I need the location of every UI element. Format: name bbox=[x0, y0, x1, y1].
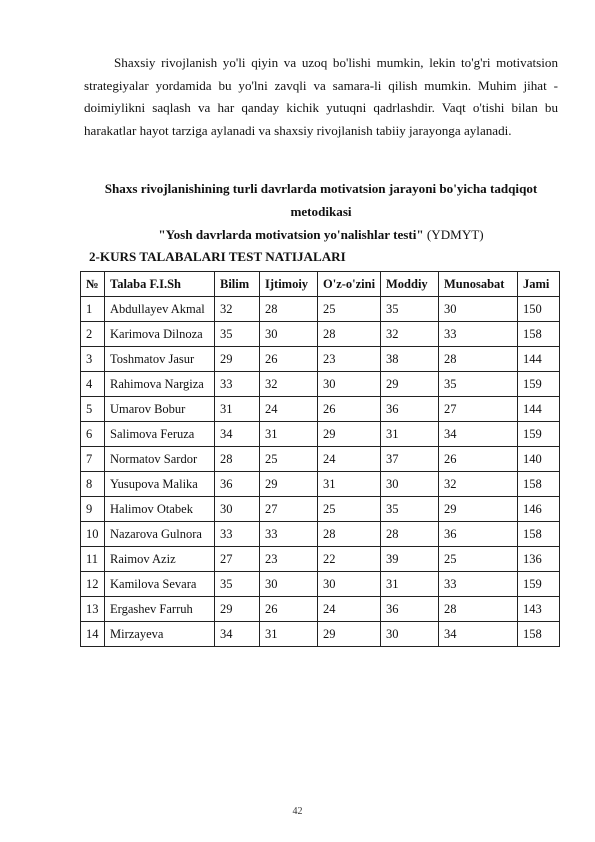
table-cell: 25 bbox=[439, 547, 518, 572]
table-cell: 8 bbox=[81, 472, 105, 497]
table-cell: 29 bbox=[318, 422, 381, 447]
table-cell: 35 bbox=[381, 497, 439, 522]
table-cell: 27 bbox=[215, 547, 260, 572]
table-cell: 33 bbox=[260, 522, 318, 547]
table-cell: 35 bbox=[439, 372, 518, 397]
table-cell: 33 bbox=[439, 572, 518, 597]
table-cell: 30 bbox=[318, 372, 381, 397]
table-cell: Ergashev Farruh bbox=[105, 597, 215, 622]
table-cell: 159 bbox=[518, 572, 560, 597]
table-cell: 144 bbox=[518, 347, 560, 372]
body-paragraph: Shaxsiy rivojlanish yo'li qiyin va uzoq bo'lishi mumkin, lekin to'g'ri motivatsion strategiyalar yordamida bu yo'lni zavqli va samara-li qilish mumkin. Muhim jihat - doimiylikni saqlash va har qanday kichik yutuqni qadrlashdir. Vaqt o'tishi bilan bu harakatlar hayot tarziga aylanadi va shaxsiy rivojlanish tabiiy jarayonga aylanadi. bbox=[84, 55, 558, 138]
table-cell: 24 bbox=[318, 447, 381, 472]
header-cell: Talaba F.I.Sh bbox=[105, 272, 215, 297]
test-abbrev: (YDMYT) bbox=[423, 227, 484, 242]
header-cell: O'z-o'zini bbox=[318, 272, 381, 297]
table-cell: 24 bbox=[318, 597, 381, 622]
table-cell: 1 bbox=[81, 297, 105, 322]
table-row bbox=[81, 622, 560, 647]
results-table bbox=[80, 271, 560, 647]
table-cell: 158 bbox=[518, 472, 560, 497]
table-cell: 32 bbox=[381, 322, 439, 347]
table-cell: 23 bbox=[318, 347, 381, 372]
table-row bbox=[81, 372, 560, 397]
table-cell: 31 bbox=[318, 472, 381, 497]
table-cell: 29 bbox=[215, 597, 260, 622]
table-cell: 29 bbox=[381, 372, 439, 397]
table-cell: 27 bbox=[439, 397, 518, 422]
table-cell: 136 bbox=[518, 547, 560, 572]
table-cell: 28 bbox=[439, 597, 518, 622]
table-cell: 6 bbox=[81, 422, 105, 447]
table-cell: 26 bbox=[439, 447, 518, 472]
table-cell: Karimova Dilnoza bbox=[105, 322, 215, 347]
table-cell: 24 bbox=[260, 397, 318, 422]
table-cell: 146 bbox=[518, 497, 560, 522]
table-cell: Salimova Feruza bbox=[105, 422, 215, 447]
header-cell: Jami bbox=[518, 272, 560, 297]
table-cell: 26 bbox=[318, 397, 381, 422]
table-row bbox=[81, 572, 560, 597]
table-cell: 31 bbox=[260, 622, 318, 647]
header-cell: Moddiy bbox=[381, 272, 439, 297]
test-subtitle bbox=[84, 224, 558, 247]
table-cell: 36 bbox=[381, 597, 439, 622]
table-cell: 32 bbox=[260, 372, 318, 397]
section-heading: Shaxs rivojlanishining turli davrlarda motivatsion jarayoni bo'yicha tadqiqot metodikasi bbox=[104, 181, 538, 219]
table-row bbox=[81, 547, 560, 572]
table-cell: Normatov Sardor bbox=[105, 447, 215, 472]
table-cell: 36 bbox=[439, 522, 518, 547]
table-cell: 22 bbox=[318, 547, 381, 572]
table-cell: 30 bbox=[439, 297, 518, 322]
table-cell: 25 bbox=[318, 497, 381, 522]
table-cell: 13 bbox=[81, 597, 105, 622]
table-cell: 150 bbox=[518, 297, 560, 322]
table-cell: 158 bbox=[518, 622, 560, 647]
header-cell: Bilim bbox=[215, 272, 260, 297]
table-cell: 140 bbox=[518, 447, 560, 472]
table-cell: 28 bbox=[439, 347, 518, 372]
table-cell: 35 bbox=[215, 572, 260, 597]
table-cell: 144 bbox=[518, 397, 560, 422]
table-title: 2-KURS TALABALARI TEST NATIJALARI bbox=[89, 249, 346, 264]
header-cell: Munosabat bbox=[439, 272, 518, 297]
table-row bbox=[81, 297, 560, 322]
table-cell: Rahimova Nargiza bbox=[105, 372, 215, 397]
table-cell: 7 bbox=[81, 447, 105, 472]
table-cell: Mirzayeva bbox=[105, 622, 215, 647]
table-cell: 158 bbox=[518, 522, 560, 547]
table-cell: 32 bbox=[439, 472, 518, 497]
table-cell: 35 bbox=[215, 322, 260, 347]
table-cell: 29 bbox=[318, 622, 381, 647]
table-cell: 12 bbox=[81, 572, 105, 597]
table-cell: 32 bbox=[215, 297, 260, 322]
table-cell: 27 bbox=[260, 497, 318, 522]
table-cell: 33 bbox=[215, 522, 260, 547]
table-row bbox=[81, 322, 560, 347]
table-cell: 36 bbox=[381, 397, 439, 422]
table-cell: Halimov Otabek bbox=[105, 497, 215, 522]
table-cell: 28 bbox=[318, 522, 381, 547]
table-cell: 29 bbox=[215, 347, 260, 372]
table-cell: 34 bbox=[215, 422, 260, 447]
table-row bbox=[81, 497, 560, 522]
table-cell: 2 bbox=[81, 322, 105, 347]
table-cell: 36 bbox=[215, 472, 260, 497]
table-body bbox=[81, 297, 560, 647]
table-cell: Toshmatov Jasur bbox=[105, 347, 215, 372]
table-cell: 28 bbox=[215, 447, 260, 472]
table-cell: 5 bbox=[81, 397, 105, 422]
table-cell: 159 bbox=[518, 372, 560, 397]
table-cell: 30 bbox=[215, 497, 260, 522]
table-cell: 35 bbox=[381, 297, 439, 322]
table-row bbox=[81, 522, 560, 547]
table-cell: 26 bbox=[260, 597, 318, 622]
table-cell: 10 bbox=[81, 522, 105, 547]
table-cell: 28 bbox=[318, 322, 381, 347]
header-cell: № bbox=[81, 272, 105, 297]
table-row bbox=[81, 397, 560, 422]
table-cell: 38 bbox=[381, 347, 439, 372]
table-cell: 31 bbox=[381, 422, 439, 447]
table-cell: 34 bbox=[439, 422, 518, 447]
table-cell: 158 bbox=[518, 322, 560, 347]
table-row bbox=[81, 472, 560, 497]
table-cell: 23 bbox=[260, 547, 318, 572]
table-cell: 4 bbox=[81, 372, 105, 397]
table-cell: 3 bbox=[81, 347, 105, 372]
table-cell: 30 bbox=[260, 572, 318, 597]
table-cell: 37 bbox=[381, 447, 439, 472]
table-header-row bbox=[81, 272, 560, 297]
table-cell: 30 bbox=[260, 322, 318, 347]
table-row bbox=[81, 597, 560, 622]
table-cell: Abdullayev Akmal bbox=[105, 297, 215, 322]
table-cell: 29 bbox=[439, 497, 518, 522]
table-cell: 25 bbox=[260, 447, 318, 472]
test-name: "Yosh davrlarda motivatsion yo'nalishlar testi" bbox=[158, 227, 424, 242]
table-cell: 31 bbox=[381, 572, 439, 597]
table-cell: 39 bbox=[381, 547, 439, 572]
table-cell: 9 bbox=[81, 497, 105, 522]
table-cell: 14 bbox=[81, 622, 105, 647]
table-cell: 30 bbox=[381, 472, 439, 497]
table-cell: 31 bbox=[215, 397, 260, 422]
table-cell: 143 bbox=[518, 597, 560, 622]
table-cell: Yusupova Malika bbox=[105, 472, 215, 497]
table-cell: Kamilova Sevara bbox=[105, 572, 215, 597]
table-cell: 34 bbox=[215, 622, 260, 647]
table-cell: 159 bbox=[518, 422, 560, 447]
table-cell: 25 bbox=[318, 297, 381, 322]
table-cell: 31 bbox=[260, 422, 318, 447]
table-cell: 30 bbox=[318, 572, 381, 597]
page-number: 42 bbox=[292, 806, 303, 817]
table-cell: Nazarova Gulnora bbox=[105, 522, 215, 547]
table-row bbox=[81, 447, 560, 472]
table-cell: 28 bbox=[260, 297, 318, 322]
table-cell: 30 bbox=[381, 622, 439, 647]
table-cell: Raimov Aziz bbox=[105, 547, 215, 572]
table-cell: 33 bbox=[215, 372, 260, 397]
table-row bbox=[81, 347, 560, 372]
table-cell: 33 bbox=[439, 322, 518, 347]
header-cell: Ijtimoiy bbox=[260, 272, 318, 297]
table-cell: 34 bbox=[439, 622, 518, 647]
table-cell: 26 bbox=[260, 347, 318, 372]
table-cell: 11 bbox=[81, 547, 105, 572]
table-cell: 28 bbox=[381, 522, 439, 547]
table-cell: Umarov Bobur bbox=[105, 397, 215, 422]
table-cell: 29 bbox=[260, 472, 318, 497]
table-row bbox=[81, 422, 560, 447]
